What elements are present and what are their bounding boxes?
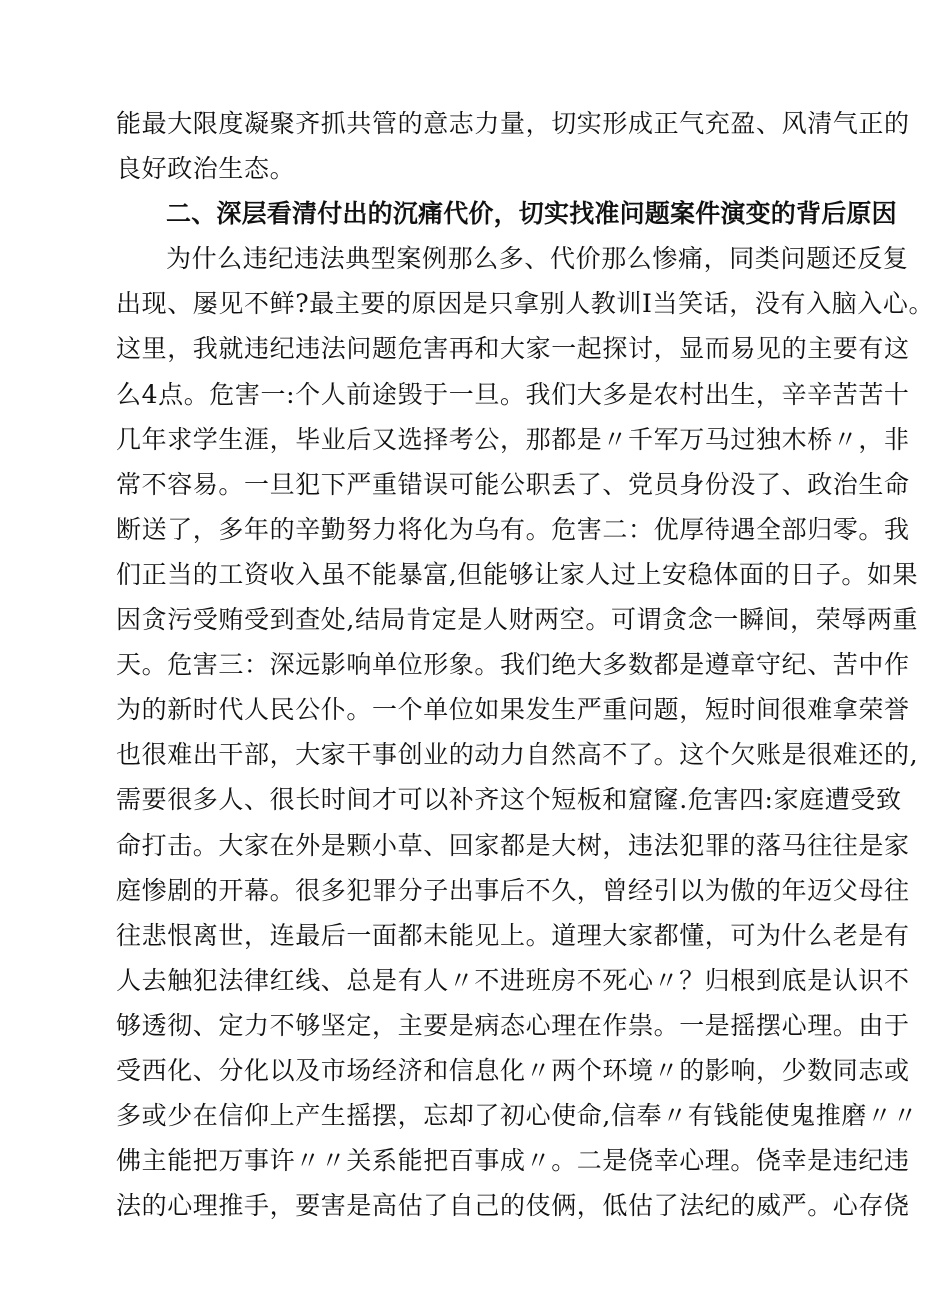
body-text xyxy=(116,101,934,1228)
text-line: 够透彻、定力不够坚定，主要是病态心理在作祟。一是摇摆心理。由于 xyxy=(116,1010,910,1040)
text-line: 受西化、分化以及市场经济和信息化〃两个环境〃的影响，少数同志或 xyxy=(116,1055,910,1085)
text-line: 出现、屡见不鲜?最主要的原因是只拿别人教训I当笑话，没有入脑入心。 xyxy=(116,289,934,319)
text-line: 人去触犯法律红线、总是有人〃不进班房不死心〃？归根到底是认识不 xyxy=(116,965,910,995)
text-line: 天。危害三：深远影响单位形象。我们绝大多数都是遵章守纪、苦中作 xyxy=(116,650,910,680)
text-line: 们正当的工资收入虽不能暴富,但能够让家人过上安稳体面的日子。如果 xyxy=(116,559,919,589)
text-line: 因贪污受贿受到查处,结局肯定是人财两空。可谓贪念一瞬间，荣辱两重 xyxy=(116,605,919,635)
text-line: 为的新时代人民公仆。一个单位如果发生严重问题，短时间很难拿荣誉 xyxy=(116,695,910,725)
text-line: 需要很多人、很长时间才可以补齐这个短板和窟窿.危害四:家庭遭受致 xyxy=(116,785,902,815)
text-line: 常不容易。一旦犯下严重错误可能公职丢了、党员身份没了、政治生命 xyxy=(116,469,910,499)
text-line: 命打击。大家在外是颗小草、回家都是大树，违法犯罪的落马往往是家 xyxy=(116,830,910,860)
text-line: 法的心理推手，要害是高估了自己的伎俩，低估了法纪的威严。心存侥 xyxy=(116,1191,910,1221)
text-line: 能最大限度凝聚齐抓共管的意志力量，切实形成正气充盈、风清气正的 xyxy=(116,109,910,138)
text-line: 庭惨剧的开幕。很多犯罪分子出事后不久，曾经引以为傲的年迈父母往 xyxy=(116,875,910,905)
text-line: 这里，我就违纪违法问题危害再和大家一起探讨，显而易见的主要有这 xyxy=(116,334,910,364)
text-line: 断送了，多年的辛勤努力将化为乌有。危害二：优厚待遇全部归零。我 xyxy=(116,514,910,544)
section-heading: 二、深层看清付出的沉痛代价，切实找准问题案件演变的背后原因 xyxy=(166,199,897,229)
text-line: 也很难出干部，大家干事创业的动力自然高不了。这个欠账是很难还的, xyxy=(116,740,919,770)
text-line: 么4点。危害一:个人前途毁于一旦。我们大多是农村出生，辛辛苦苦十 xyxy=(116,379,910,409)
text-line: 几年求学生涯，毕业后又选择考公，那都是〃千军万马过独木桥〃，非 xyxy=(116,424,910,454)
text-line: 往悲恨离世，连最后一面都未能见上。道理大家都懂，可为什么老是有 xyxy=(116,920,910,950)
text-line: 良好政治生态。 xyxy=(116,154,296,184)
text-line: 多或少在信仰上产生摇摆，忘却了初心使命,信奉〃有钱能使鬼推磨〃〃 xyxy=(116,1101,919,1131)
text-line: 为什么违纪违法典型案例那么多、代价那么惨痛，同类问题还反复 xyxy=(166,244,909,274)
text-line: 佛主能把万事许〃〃关系能把百事成〃。二是侥幸心理。侥幸是违纪违 xyxy=(116,1146,910,1176)
